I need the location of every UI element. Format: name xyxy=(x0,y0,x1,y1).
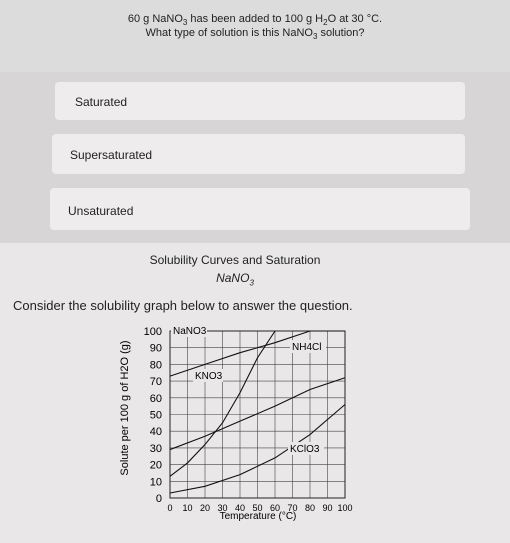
annotation-kclo3: KClO3 xyxy=(290,444,320,455)
annotation-nh4cl: NH4Cl xyxy=(292,342,322,353)
y-tick-label: 100 xyxy=(143,326,162,338)
y-tick-label: 70 xyxy=(149,376,162,389)
y-tick-label: 20 xyxy=(149,459,162,472)
x-tick-label: 30 xyxy=(217,503,228,513)
option-label: Supersaturated xyxy=(70,148,153,162)
figure-subtitle: NaNO$_3$ xyxy=(216,271,254,288)
option-label: Saturated xyxy=(75,95,128,109)
solubility-chart xyxy=(0,243,510,543)
x-tick-label: 60 xyxy=(269,503,281,513)
x-tick-label: 90 xyxy=(322,503,333,513)
x-axis-label: Temperature (°C) xyxy=(219,511,297,522)
y-tick-label: 90 xyxy=(149,342,162,355)
question-line-1: 60 g NaNO$_3$ has been added to 100 g $H_2O$ at 30 °C. xyxy=(127,13,383,28)
x-tick-label: 80 xyxy=(304,503,316,513)
annotation-kno3: KNO3 xyxy=(195,371,223,382)
x-tick-label: 10 xyxy=(182,503,193,513)
option-label: Unsaturated xyxy=(68,204,134,218)
figure-prompt: Consider the solubility graph below to answer the question. xyxy=(13,298,353,313)
x-tick-label: 50 xyxy=(252,503,263,513)
x-tick-label: 40 xyxy=(234,503,246,513)
y-tick-label: 0 xyxy=(155,493,162,505)
question-line-2: What type of solution is this NaNO$_3$ solution? xyxy=(145,27,365,42)
y-tick-label: 30 xyxy=(149,442,162,455)
x-tick-label: 0 xyxy=(167,503,173,513)
option-saturated[interactable] xyxy=(55,82,465,120)
y-tick-label: 80 xyxy=(149,359,162,372)
x-tick-label: 20 xyxy=(199,503,211,513)
x-tick-label: 70 xyxy=(287,503,298,513)
y-tick-label: 50 xyxy=(149,409,162,422)
x-tick-label: 100 xyxy=(337,503,353,513)
question-panel xyxy=(0,0,510,72)
figure-title: Solubility Curves and Saturation xyxy=(149,253,321,267)
y-tick-label: 60 xyxy=(149,392,162,405)
annotation-nano3: NaNO3 xyxy=(173,326,207,337)
option-supersaturated[interactable] xyxy=(52,134,465,174)
option-unsaturated[interactable] xyxy=(50,188,470,230)
y-tick-label: 10 xyxy=(149,476,162,489)
y-tick-label: 40 xyxy=(149,426,162,439)
figure-card xyxy=(0,243,510,543)
y-axis-label: Solute per 100 g of H2O (g) xyxy=(119,340,131,476)
